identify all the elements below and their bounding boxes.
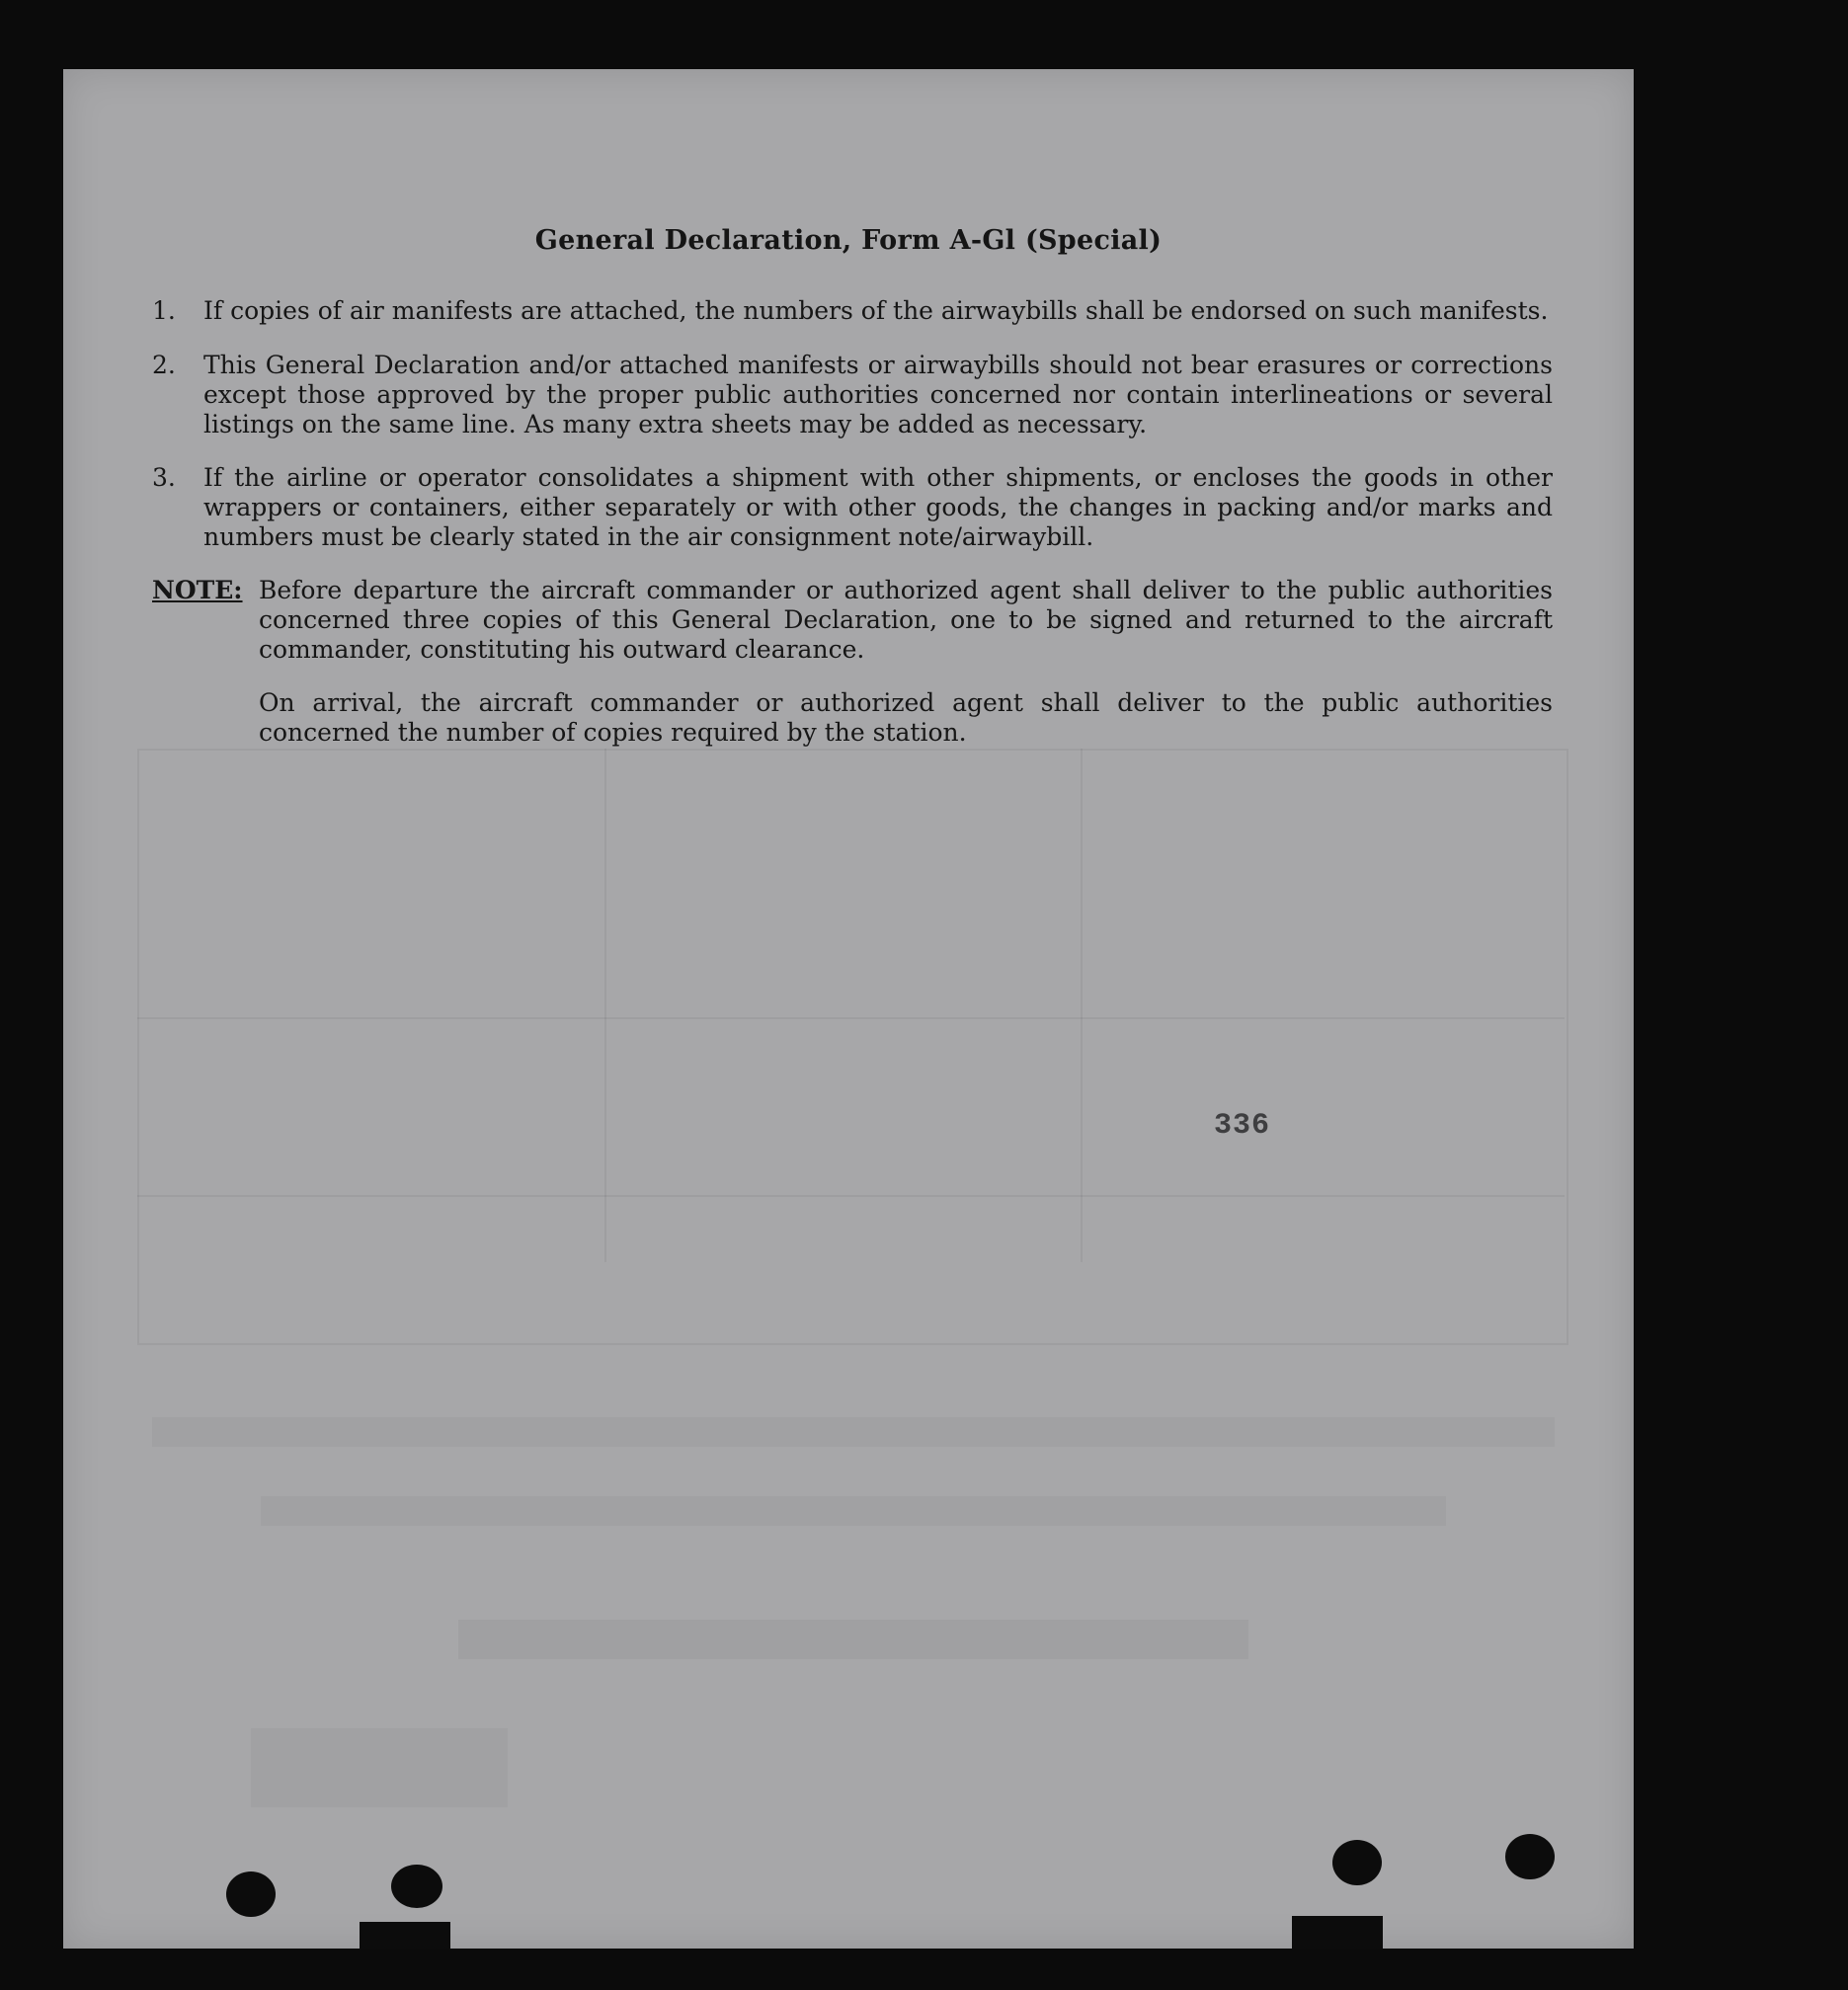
bleed-through-text (458, 1620, 1248, 1659)
note-paragraph-1: Before departure the aircraft commander or authorized agent shall deliver to the public authorities concerned three copies of this General Declaration, one to be signed and returned to the aircraft commander, constituting his outward clearance. (259, 576, 1553, 664)
punch-hole-left (226, 1871, 276, 1917)
note-label: NOTE: (152, 576, 243, 604)
instruction-item-1 (152, 296, 1553, 326)
instruction-number: 1. (152, 296, 176, 325)
instruction-number: 2. (152, 351, 176, 379)
instruction-item-2 (152, 351, 1553, 439)
bleed-through-divider (1081, 749, 1083, 1262)
bleed-through-box (137, 749, 1568, 1345)
note-paragraph-2: On arrival, the aircraft commander or authorized agent shall deliver to the public authorities concerned the number of copies required by the station. (259, 688, 1553, 747)
binding-tab-left (360, 1922, 450, 1949)
bleed-through-text (152, 1417, 1555, 1447)
note-block-continued (152, 688, 1553, 748)
document-page (63, 69, 1634, 1949)
bleed-through-line (137, 1195, 1565, 1197)
form-title: General Declaration, Form A-Gl (Special) (534, 225, 1163, 256)
punch-hole-left-2 (391, 1865, 442, 1908)
bleed-through-text (251, 1728, 508, 1807)
instruction-text: If copies of air manifests are attached, the numbers of the airwaybills shall be endorsed on such manifests. (203, 296, 1549, 325)
punch-hole-right (1332, 1840, 1382, 1885)
instruction-text: If the airline or operator consolidates a shipment with other shipments, or encloses the goods in other wrappers or containers, either separately or with other goods, the changes in packing and/or marks and numbers must be clearly stated in the air consignment note/airwaybill. (203, 463, 1553, 551)
instruction-item-3 (152, 463, 1553, 552)
page-stamp-number: 336 (1214, 1109, 1271, 1143)
note-block (152, 576, 1553, 665)
bleed-through-divider (604, 749, 606, 1262)
bleed-through-line (137, 1017, 1565, 1019)
punch-hole-right-2 (1505, 1834, 1555, 1879)
binding-tab-right (1292, 1916, 1383, 1949)
instruction-text: This General Declaration and/or attached manifests or airwaybills should not bear erasures or corrections except those approved by the proper public authorities concerned nor contain interlineations or several listings on the same line. As many extra sheets may be added as necessary. (203, 351, 1553, 438)
bleed-through-text (261, 1496, 1446, 1526)
instruction-number: 3. (152, 463, 176, 492)
